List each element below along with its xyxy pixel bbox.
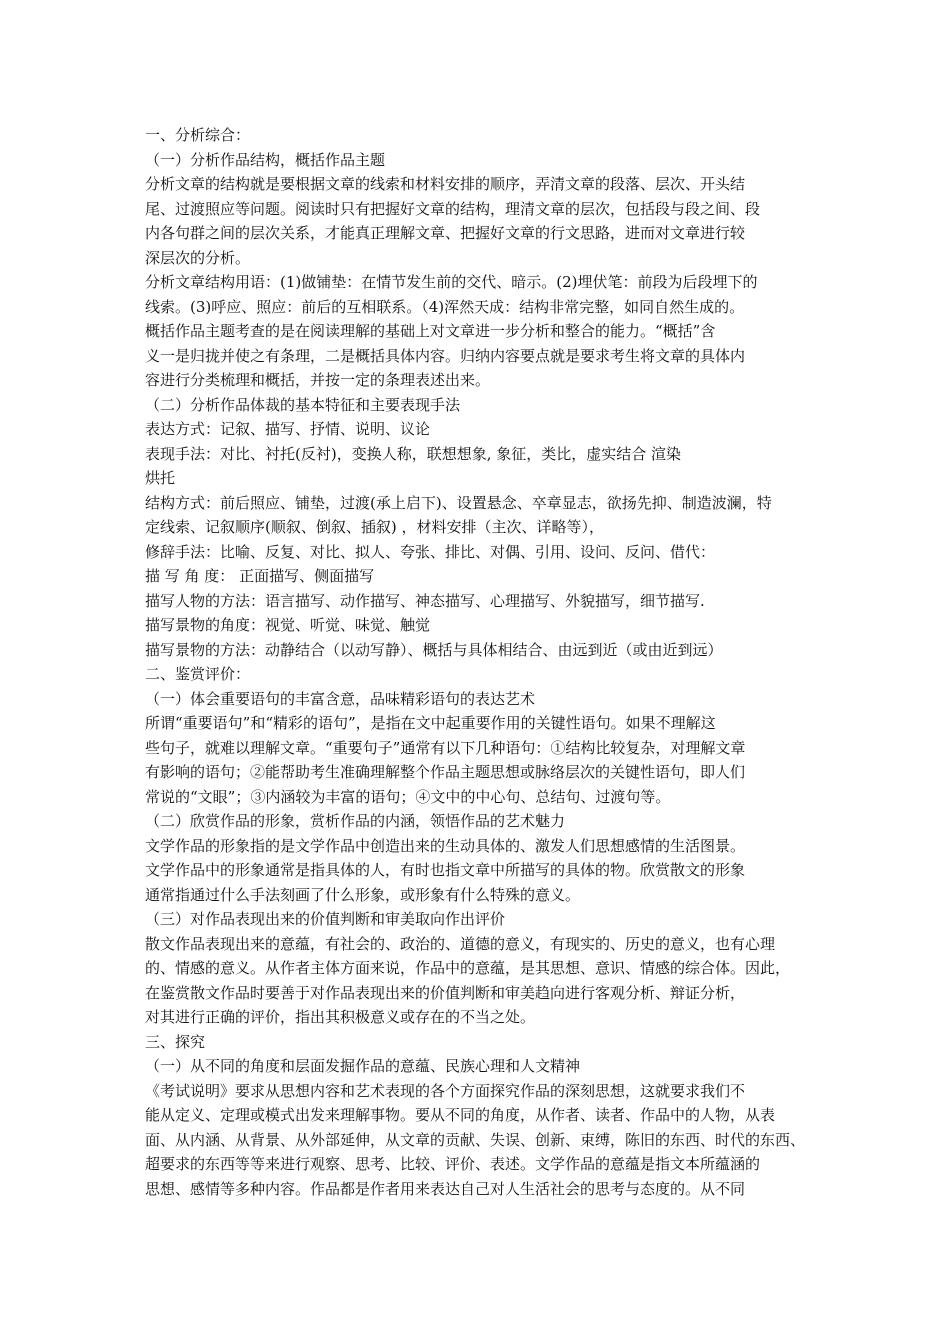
text-line: 常说的“文眼”；③内涵较为丰富的语句；④文中的中心句、总结句、过渡句等。	[145, 787, 671, 806]
text-line: 的、情感的意义。从作者主体方面来说，作品中的意蕴，是其思想、意识、情感的综合体。因此，	[145, 959, 791, 977]
text-line: 思想、感情等多种内容。作品都是作者用来表达自己对人生活社会的思考与态度的。从不同	[145, 1179, 746, 1198]
subsection-heading: （三）对作品表现出来的价值判断和审美取向作出评价	[145, 910, 506, 928]
text-line: 描写人物的方法：语言描写、动作描写、神态描写、心理描写、外貌描写，细节描写.	[145, 591, 705, 610]
text-line: 深层次的分析。	[145, 248, 251, 267]
text-line: 描写景物的角度：视觉、听觉、味觉、触觉	[145, 616, 431, 634]
section-heading: 三、探究	[145, 1032, 206, 1051]
text-line: 有影响的语句；②能帮助考生准确理解整个作品主题思想或脉络层次的关键性语句，即人们	[145, 763, 746, 781]
section-heading: 一、分析综合：	[145, 126, 251, 144]
text-line: 所谓“重要语句”和“精彩的语句”，是指在文中起重要作用的关键性语句。如果不理解这	[145, 714, 716, 732]
text-line: 内各句群之间的层次关系，才能真正理解文章、把握好文章的行文思路，进而对文章进行较	[145, 224, 746, 242]
text-line: 描 写 角 度： 正面描写、侧面描写	[145, 567, 375, 585]
text-line: 面、从内涵、从背景、从外部延伸，从文章的贡献、失误、创新、束缚，陈旧的东西、时代的东西、	[145, 1130, 806, 1149]
text-line: 尾、过渡照应等问题。阅读时只有把握好文章的结构，理清文章的层次，包括段与段之间、段	[145, 199, 761, 218]
text-line: 文学作品中的形象通常是指具体的人，有时也指文章中所描写的具体的物。欣赏散文的形象	[145, 861, 746, 879]
text-line: 在鉴赏散文作品时要善于对作品表现出来的价值判断和审美趋向进行客观分析、辩证分析，	[145, 983, 746, 1002]
text-line: 表达方式：记叙、描写、抒情、说明、议论	[145, 420, 431, 438]
text-line: 烘托	[145, 469, 176, 487]
text-line: 义一是归拢并使之有条理，二是概括具体内容。归纳内容要点就是要求考生将文章的具体内	[145, 346, 746, 365]
text-line: 定线索、记叙顺序(顺叙、倒叙、插叙) ，材料安排（主次、详略等），	[145, 518, 604, 536]
text-line: 描写景物的方法：动静结合（以动写静）、概括与具体相结合、由远到近（或由近到远）	[145, 640, 723, 659]
subsection-heading: （二）欣赏作品的形象，赏析作品的内涵，领悟作品的艺术魅力	[145, 812, 566, 830]
document-body	[145, 123, 810, 1201]
text-line: 能从定义、定理或模式出发来理解事物。要从不同的角度，从作者、读者、作品中的人物，从表	[145, 1106, 776, 1124]
subsection-heading: （二）分析作品体裁的基本特征和主要表现手法	[145, 395, 461, 414]
text-line: 表现手法：对比、衬托(反衬)，变换人称，联想想象, 象征，类比，虚实结合 渲染	[145, 444, 682, 463]
text-line: 《考试说明》要求从思想内容和艺术表现的各个方面探究作品的深刻思想，这就要求我们不	[145, 1081, 746, 1100]
text-line: 通常指通过什么手法刻画了什么形象，或形象有什么特殊的意义。	[145, 885, 581, 904]
text-line: 散文作品表现出来的意蕴，有社会的、政治的、道德的意义，有现实的、历史的意义，也有心理	[145, 934, 776, 953]
subsection-heading: （一）从不同的角度和层面发掘作品的意蕴、民族心理和人文精神	[145, 1057, 581, 1075]
text-line: 修辞手法：比喻、反复、对比、拟人、夸张、排比、对偶、引用、设问、反问、借代：	[145, 542, 716, 561]
text-line: 些句子，就难以理解文章。“重要句子”通常有以下几种语句：①结构比较复杂，对理解文章	[145, 738, 746, 757]
text-line: 分析文章的结构就是要根据文章的线索和材料安排的顺序，弄清文章的段落、层次、开头结	[145, 175, 746, 193]
subsection-heading: （一）分析作品结构，概括作品主题	[145, 150, 386, 169]
text-line: 结构方式：前后照应、铺垫，过渡(承上启下)、设置悬念、卒章显志，欲扬先抑、制造波澜，特	[145, 493, 772, 512]
text-line: 文学作品的形象指的是文学作品中创造出来的生动具体的、激发人们思想感情的生活图景。	[145, 836, 746, 855]
section-heading: 二、鉴赏评价：	[145, 665, 251, 683]
text-line: 概括作品主题考查的是在阅读理解的基础上对文章进一步分析和整合的能力。“概括”含	[145, 322, 716, 340]
text-line: 线索。(3)呼应、照应：前后的互相联系。（4)浑然天成：结构非常完整，如同自然生成的。	[145, 297, 745, 316]
text-line: 容进行分类梳理和概括，并按一定的条理表述出来。	[145, 371, 491, 389]
text-line: 分析文章结构用语：(1)做铺垫：在情节发生前的交代、暗示。(2)埋伏笔：前段为后段埋下的	[145, 273, 758, 291]
text-line: 对其进行正确的评价，指出其积极意义或存在的不当之处。	[145, 1008, 536, 1026]
subsection-heading: （一）体会重要语句的丰富含意，品味精彩语句的表达艺术	[145, 689, 536, 708]
text-line: 超要求的东西等等来进行观察、思考、比较、评价、表述。文学作品的意蕴是指文本所蕴涵的	[145, 1155, 761, 1173]
